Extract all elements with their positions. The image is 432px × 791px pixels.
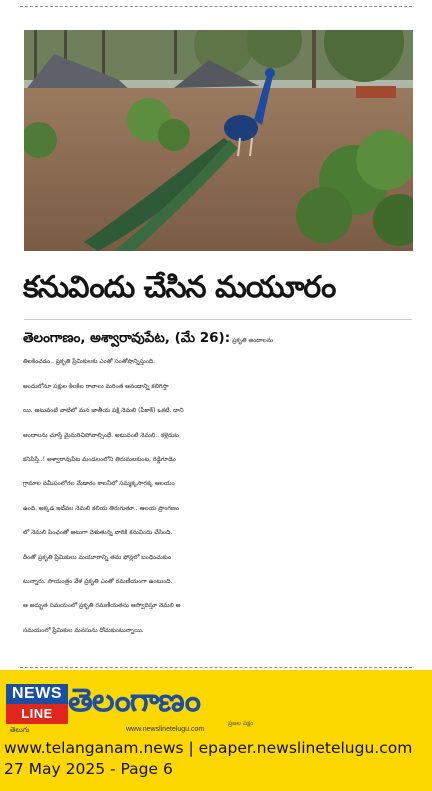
newsline-logo: [6, 684, 68, 724]
article-body-line: లో నెమలి పింఛంతో అటుగా వెళుతున్న వారికి కనువిందు చేసింది.: [23, 529, 173, 537]
article-body-line: గ్రామాల సమీపంలోగల మేడారం కాలనీలో సమ్మక్కసారక్క ఆలయం: [23, 480, 175, 488]
telanganam-brand-name: తెలంగాణం: [68, 681, 200, 719]
article-body-line: కనిపిస్తే..! అశ్వారావుపేట మండలంలోని తిరుమలకుంట, రెడ్డిగూడెం: [23, 455, 176, 463]
article-body-line: ఆ అద్భుత సమయంలో ప్రకృతి రమణీయతను ఆస్వాదిస్తూ నెమలి అ: [23, 602, 181, 610]
peacock-photo-illustration: [24, 30, 413, 251]
headline-rule: [24, 319, 412, 320]
top-dashed-divider: [20, 6, 412, 7]
article-first-line: [23, 326, 415, 350]
website-links: www.telanganam.news | epaper.newslinetelugu.com: [4, 739, 413, 757]
newsline-logo-top: NEWS: [6, 684, 68, 704]
article-body-line: దీంతో ప్రకృతి ప్రేమికులు మయూరాన్ని తమ ఫోన్లలో బంధించుకుం: [23, 553, 172, 561]
article-body-line: అందులోనూ పక్షుల కిలకిల రావాలు మరింత ఆనందాన్ని కలిగిస్తా: [23, 382, 169, 390]
epaper-footer: [0, 670, 432, 791]
brand-tagline: ప్రజల పక్షం: [228, 720, 254, 727]
article-body-line: ఉంది. అక్కడ ఇటీవల నెమలి కలియ తిరుగుతూ.. ఆలయ ప్రాంగణం: [23, 504, 179, 512]
article-headline: కనువిందు చేసిన మయూరం: [23, 270, 336, 305]
article-body: [23, 326, 415, 656]
peacock-photo: [24, 30, 413, 251]
article-dateline: తెలంగాణం, అశ్వారావుపేట, (మే 26):: [23, 330, 231, 346]
article-body-line: యి. అటువంటి వాటిలో మన జాతీయ పక్షి నెమలి (పీకాక్) ఒకటి. దాని: [23, 407, 184, 415]
article-body-line: తిలకించడం.. ప్రకృతి ప్రేమికులకు ఎంతో సంతోషాన్నిస్తుంది.: [23, 358, 156, 366]
article-body-line: ప్రకృతి అందాలను: [232, 337, 274, 344]
article-body-line: సమయంలో ప్రేమికుల మనసును దోచుకుంటున్నాయి.: [23, 626, 144, 634]
newsline-logo-bottom: LINE: [6, 704, 68, 724]
bottom-dashed-divider: [20, 667, 412, 668]
brand-url: www.newslinetelugu.com: [126, 726, 205, 733]
newsline-logo-subtitle: తెలుగు: [10, 726, 30, 734]
article-body-line: టున్నారు. సాయంత్రం వేళ ప్రకృతి ఎంతో రమణీయంగా ఉంటుంది.: [23, 577, 173, 585]
article-body-line: అందాలను చూస్తే మైమరిచిపోవాల్సిందే. అటువంటి నెమలి.. కళ్లెదుట: [23, 431, 179, 439]
issue-date-page: 27 May 2025 - Page 6: [4, 760, 173, 778]
